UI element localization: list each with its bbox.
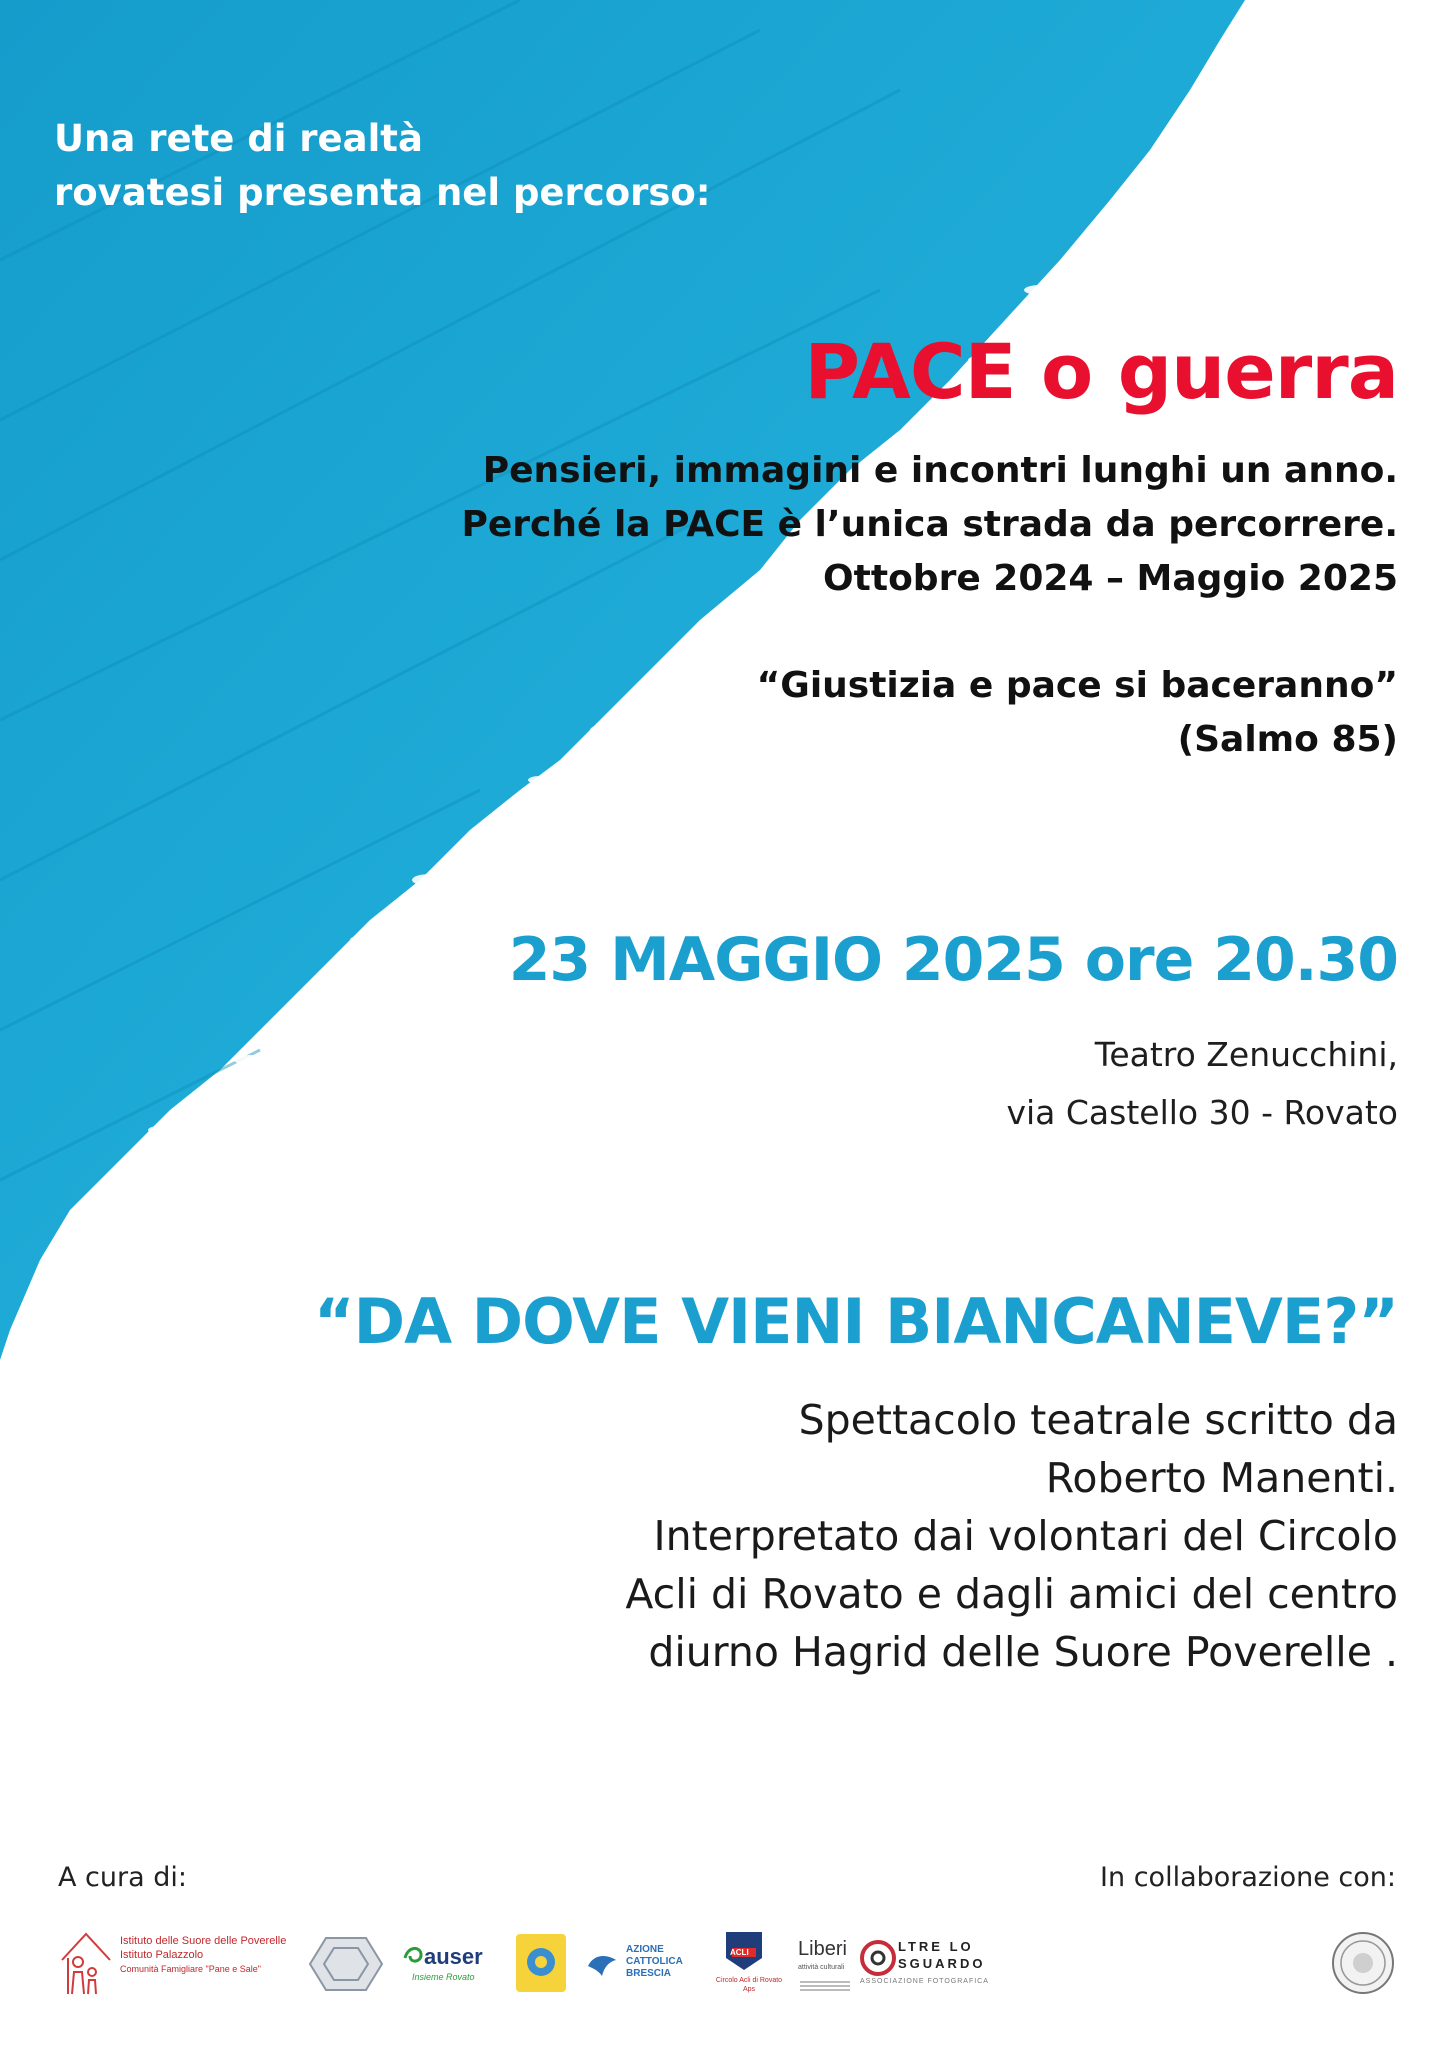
azione-cattolica-logo [584, 1922, 704, 2006]
quote-source: (Salmo 85) [1177, 719, 1398, 760]
oltre-lo-sguardo-logo [858, 1922, 1008, 2006]
suore-line-2: Istituto Palazzolo [120, 1949, 204, 1961]
venue-line-1: Teatro Zenucchini, [1094, 1035, 1398, 1074]
subtitle-line-2: Perché la PACE è l’unica strada da percorrere. [461, 504, 1398, 545]
description-line: Acli di Rovato e dagli amici del centro [625, 1570, 1398, 1618]
suore-line-1: Istituto delle Suore delle Poverelle [120, 1935, 287, 1947]
acli-name: ACLI [730, 1948, 749, 1957]
dove-icon [584, 1946, 620, 1982]
event-venue [1006, 1026, 1398, 1142]
description-line: Interpretato dai volontari del Circolo [653, 1512, 1398, 1560]
hexagon-logo [308, 1922, 388, 2006]
intro-line-2: rovatesi presenta nel percorso: [54, 171, 711, 214]
suore-line-3: Comunità Famigliare "Pane e Sale" [120, 1964, 261, 1974]
venue-line-2: via Castello 30 - Rovato [1006, 1093, 1398, 1132]
house-family-icon [58, 1928, 114, 1998]
collaboration-label: In collaborazione con: [1100, 1862, 1396, 1893]
oltre-subtitle: ASSOCIAZIONE FOTOGRAFICA [860, 1978, 989, 1985]
yellow-badge-logo [514, 1922, 570, 2006]
liberi-subtitle: attività culturali [798, 1964, 845, 1971]
show-description [625, 1391, 1398, 1681]
azione-line-2: CATTOLICA [626, 1956, 683, 1967]
event-date: 23 MAGGIO 2025 ore 20.30 [508, 925, 1398, 995]
subtitle-dates: Ottobre 2024 – Maggio 2025 [823, 558, 1398, 599]
auser-name: auser [424, 1944, 483, 1969]
sponsor-logos [58, 1922, 1398, 2006]
quote-text: “Giustizia e pace si baceranno” [756, 665, 1398, 706]
azione-line-1: AZIONE [626, 1944, 664, 1955]
intro-text [54, 112, 954, 220]
auser-logo [402, 1922, 502, 2006]
suore-poverelle-logo [58, 1922, 298, 2006]
subtitle-line-1: Pensieri, immagini e incontri lunghi un anno. [482, 450, 1398, 491]
main-title: PACE o guerra [804, 327, 1398, 416]
description-line: Spettacolo teatrale scritto da [798, 1396, 1398, 1444]
description-line: diurno Hagrid delle Suore Poverelle . [648, 1628, 1398, 1676]
curated-by-label: A cura di: [58, 1862, 187, 1893]
circular-seal-logo [1330, 1922, 1398, 2006]
liberi-logo [796, 1922, 858, 2006]
intro-line-1: Una rete di realtà [54, 117, 423, 160]
bible-quote [757, 659, 1398, 767]
liberi-name: Liberi [798, 1938, 847, 1960]
subtitle [461, 444, 1398, 606]
acli-logo [714, 1922, 784, 2006]
oltre-line-2: SGUARDO [898, 1956, 986, 1971]
oltre-line-1: LTRE LO [898, 1939, 974, 1954]
description-line: Roberto Manenti. [1045, 1454, 1398, 1502]
show-title: “DA DOVE VIENI BIANCANEVE?” [313, 1285, 1398, 1358]
auser-subtitle: Insieme Rovato [412, 1972, 475, 1982]
camera-lens-icon [858, 1938, 898, 1978]
swirl-icon [402, 1944, 424, 1966]
azione-line-3: BRESCIA [626, 1968, 672, 1979]
acli-subtitle: Circolo Acli di Rovato Aps [715, 1977, 783, 1993]
